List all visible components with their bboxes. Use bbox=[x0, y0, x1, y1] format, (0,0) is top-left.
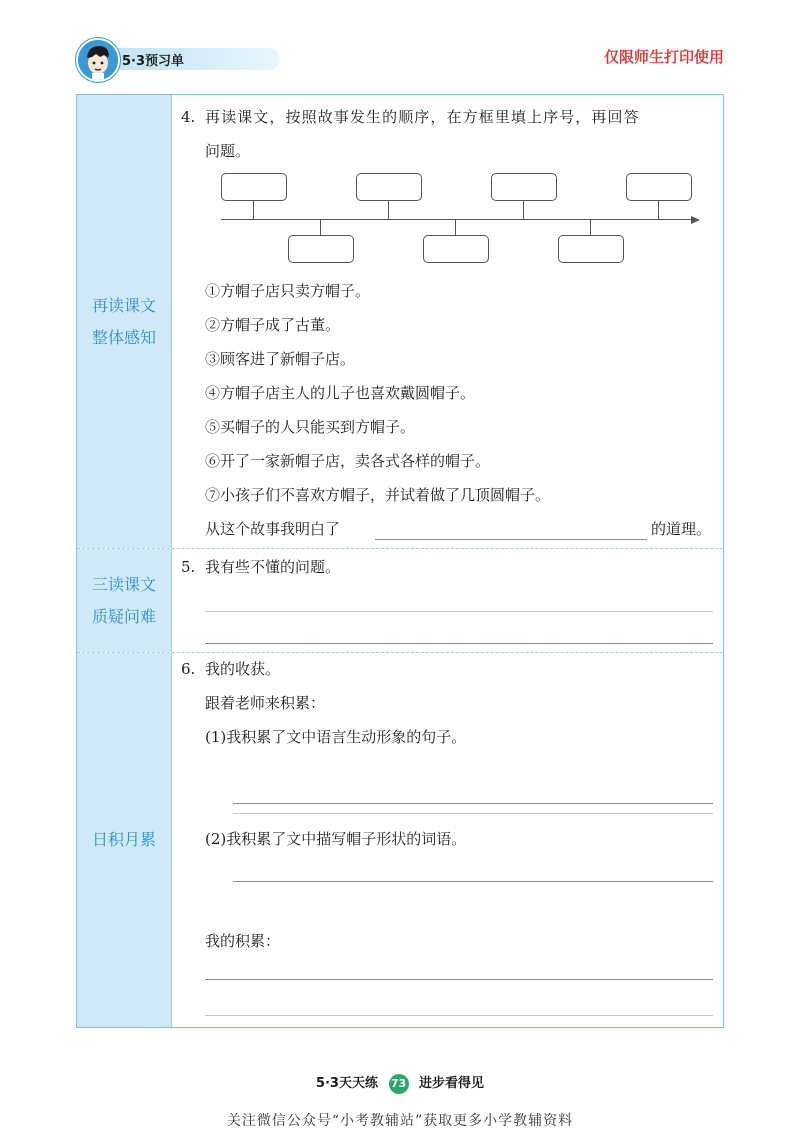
question-text: 问题。 bbox=[205, 142, 251, 160]
order-box[interactable] bbox=[221, 173, 287, 201]
question-number: 6. bbox=[181, 660, 196, 678]
fill-prefix: 从这个故事我明白了 bbox=[205, 520, 341, 538]
section-label bbox=[77, 653, 172, 1027]
story-option: ⑥开了一家新帽子店，卖各式各样的帽子。 bbox=[205, 452, 491, 470]
section-questions bbox=[77, 549, 723, 653]
question-text: 再读课文，按照故事发生的顺序，在方框里填上序号，再回答 bbox=[205, 108, 640, 126]
section-label-line: 整体感知 bbox=[91, 327, 156, 347]
section-label-line: 再读课文 bbox=[91, 295, 156, 315]
header-pill bbox=[102, 48, 280, 70]
worksheet-table bbox=[76, 94, 724, 1028]
question-text: 我的收获。 bbox=[205, 660, 281, 678]
timeline-arrow-icon bbox=[691, 216, 700, 224]
answer-line[interactable] bbox=[205, 643, 713, 644]
answer-line[interactable] bbox=[233, 813, 713, 814]
question-number: 4. bbox=[181, 108, 196, 126]
story-option: ②方帽子成了古董。 bbox=[205, 316, 341, 334]
header-badge-label: 5·3预习单 bbox=[122, 54, 185, 69]
question-number: 5. bbox=[181, 558, 196, 576]
section-reread bbox=[77, 95, 723, 549]
page-footer bbox=[0, 1072, 800, 1094]
section-accumulate bbox=[77, 653, 723, 1027]
question-text: 我有些不懂的问题。 bbox=[205, 558, 341, 576]
footer-notice: 关注微信公众号“小考教辅站”获取更多小学教辅资料 bbox=[226, 1113, 574, 1129]
answer-line[interactable] bbox=[375, 539, 647, 540]
answer-line[interactable] bbox=[205, 979, 713, 980]
story-option: ①方帽子店只卖方帽子。 bbox=[205, 282, 371, 300]
order-box[interactable] bbox=[558, 235, 624, 263]
answer-line[interactable] bbox=[233, 881, 713, 882]
timeline-axis bbox=[221, 219, 691, 220]
page-number: 73 bbox=[389, 1074, 409, 1094]
footer-right-text: 进步看得见 bbox=[419, 1076, 485, 1091]
story-option: ⑦小孩子们不喜欢方帽子，并试着做了几顶圆帽子。 bbox=[205, 486, 551, 504]
fill-suffix: 的道理。 bbox=[651, 520, 712, 538]
sub-intro: 跟着老师来积累： bbox=[205, 694, 326, 712]
answer-line[interactable] bbox=[205, 1015, 713, 1016]
sub-item: (2)我积累了文中描写帽子形状的词语。 bbox=[205, 830, 467, 848]
section-label bbox=[77, 95, 172, 548]
order-box[interactable] bbox=[491, 173, 557, 201]
section-label-line: 日积月累 bbox=[91, 830, 156, 849]
sub-item: (1)我积累了文中语言生动形象的句子。 bbox=[205, 728, 467, 746]
section-label bbox=[77, 549, 172, 652]
print-note: 仅限师生打印使用 bbox=[603, 48, 724, 66]
my-accumulation-label: 我的积累： bbox=[205, 932, 281, 950]
order-box[interactable] bbox=[626, 173, 692, 201]
story-option: ③顾客进了新帽子店。 bbox=[205, 350, 356, 368]
section-label-line: 三读课文 bbox=[91, 574, 156, 594]
answer-line[interactable] bbox=[233, 803, 713, 804]
footer-left-text: 5·3天天练 bbox=[315, 1076, 378, 1091]
story-option: ⑤买帽子的人只能买到方帽子。 bbox=[205, 418, 416, 436]
order-box[interactable] bbox=[288, 235, 354, 263]
order-box[interactable] bbox=[423, 235, 489, 263]
section-label-line: 质疑问难 bbox=[91, 606, 156, 626]
mascot-icon bbox=[76, 38, 120, 82]
sequence-timeline bbox=[221, 173, 705, 273]
story-option: ④方帽子店主人的儿子也喜欢戴圆帽子。 bbox=[205, 384, 476, 402]
answer-line[interactable] bbox=[205, 611, 713, 612]
order-box[interactable] bbox=[356, 173, 422, 201]
